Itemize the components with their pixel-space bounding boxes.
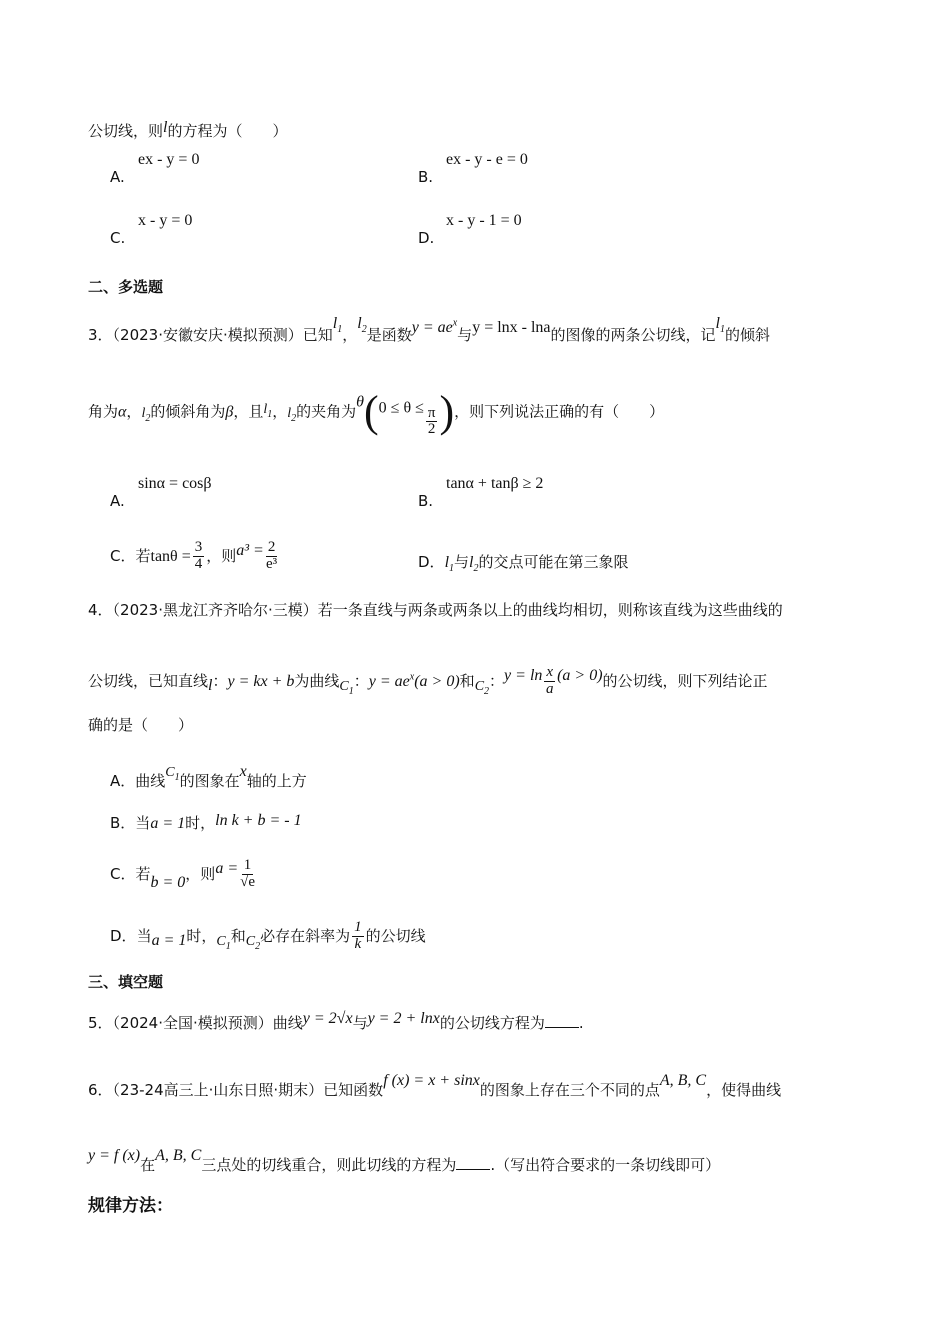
q3-l1c: $l_1$ <box>263 401 273 420</box>
q4-text: 若一条直线与两条或两条以上的曲线均相切，则称该直线为这些曲线的 <box>317 601 783 619</box>
q6-func: f (x) = x + sinx <box>383 1072 480 1089</box>
q4-c1: $C_1$ <box>339 678 354 697</box>
q4-source: （2023·黑龙江齐齐哈尔·三模） <box>112 601 318 619</box>
q3-paren-right: ) <box>439 387 455 436</box>
q6-text: 在 <box>140 1156 156 1174</box>
q5-line <box>88 1009 584 1032</box>
q3-line1 <box>88 314 770 344</box>
q4-text: 公切线，已知直线 <box>88 671 209 690</box>
q3-theta-cond: 0 ≤ θ ≤ <box>378 399 424 417</box>
q6-points: A, B, C <box>659 1072 707 1089</box>
q6-curve: y = f (x) <box>88 1147 141 1164</box>
q2-stem-text: 公切线，则 <box>88 122 164 140</box>
q4-option-b <box>110 811 302 833</box>
q3-option-d-l1: $l_1$ <box>444 554 455 575</box>
q3-text: 的倾斜角为 <box>150 402 226 421</box>
q6-text: ，使得曲线 <box>706 1081 782 1099</box>
q3-text: 与 <box>457 326 473 344</box>
q4-text: 为曲线 <box>294 671 340 690</box>
q2-stem <box>88 118 287 140</box>
q3-option-c-frac1: $\frac{3}{4}$ <box>194 539 203 572</box>
q3-source: （2023·安徽安庆·模拟预测） <box>112 326 303 344</box>
q3-text: ， <box>126 402 142 421</box>
q3-theta: θ <box>356 393 364 411</box>
q4-option-d-text: 时， <box>186 926 217 945</box>
q2-option-a-expr: ex - y = 0 <box>138 151 200 168</box>
q3-text: 的夹角为 <box>296 402 357 421</box>
q3-text: 是函数 <box>366 326 412 344</box>
q4-option-c-aeq: a = <box>215 859 239 877</box>
q5-source: （2024·全国·模拟预测） <box>112 1014 273 1032</box>
q4-option-b-text: 当 <box>135 814 151 832</box>
q4-option-d-text: 和 <box>230 926 246 945</box>
q4-option-c-text: ，则 <box>185 864 216 883</box>
q3-option-d-l2: $l_2$ <box>469 554 479 575</box>
q6-text: 的图象上存在三个不同的点 <box>479 1081 660 1099</box>
q4-func2-cond: (a > 0) <box>557 666 603 684</box>
q4-option-c-cond: b = 0 <box>150 873 186 891</box>
q4-option-d-text: 的公切线 <box>365 926 426 945</box>
q4-line3: 确的是（ ） <box>88 716 194 734</box>
q5-text: 与 <box>352 1014 368 1032</box>
q4-number: 4． <box>88 601 113 619</box>
q4-option-c-label: C． <box>110 864 136 883</box>
q3-func1: $y = ae^x$ <box>411 317 458 336</box>
q3-line2 <box>88 387 665 438</box>
q3-text: ，则下列说法正确的有（ ） <box>454 402 665 421</box>
q2-option-d-label: D. <box>418 229 435 247</box>
q3-option-c-text: 若 <box>135 546 151 565</box>
q2-stem-var: l <box>163 119 168 136</box>
q4-option-d-label: D． <box>110 926 137 945</box>
section-title-fill: 三、填空题 <box>88 973 164 991</box>
q6-answer-blank[interactable] <box>456 1155 490 1170</box>
q6-source: （23-24高三上·山东日照·期末） <box>112 1081 324 1099</box>
q3-alpha: α <box>118 403 127 421</box>
q3-text: ， <box>272 402 288 421</box>
q4-line-l: l <box>208 676 213 694</box>
q3-option-c-text: ，则 <box>206 546 237 565</box>
q4-line-eq: y = kx + b <box>227 672 295 690</box>
q3-text: 的图像的两条公切线，记 <box>550 326 716 344</box>
q4-option-d-c2: $C_2$ <box>245 933 261 952</box>
q3-option-c-a3: a³ = <box>236 541 264 559</box>
q4-option-b-expr: ln k + b = - 1 <box>215 812 302 829</box>
q5-answer-blank[interactable] <box>545 1013 579 1028</box>
q3-option-b-expr: tanα + tanβ ≥ 2 <box>446 475 544 492</box>
q4-option-b-text: 时， <box>185 814 216 832</box>
q3-l1: $l_1$ <box>332 315 343 336</box>
q5-text: 曲线 <box>272 1014 303 1032</box>
q4-text: ： <box>353 671 369 690</box>
q4-option-b-label: B． <box>110 814 136 832</box>
section-title-multi: 二、多选题 <box>88 278 164 296</box>
q2-option-b-label: B. <box>418 168 434 186</box>
q3-number: 3． <box>88 326 113 344</box>
q4-option-a-x: x <box>239 763 247 780</box>
q4-text: ： <box>489 671 505 690</box>
q3-pi-half: $\frac{\pi}{2}$ <box>427 404 436 438</box>
q4-text: 和 <box>459 671 475 690</box>
q4-text: 的公切线，则下列结论正 <box>602 671 768 690</box>
q4-func2-frac: $\frac{x}{a}$ <box>545 664 554 697</box>
q3-option-d <box>418 553 629 575</box>
q2-option-c-label: C. <box>110 229 126 247</box>
q4-line2 <box>88 665 768 698</box>
q4-option-d-text: 必存在斜率为 <box>260 926 351 945</box>
q4-option-c <box>110 858 257 892</box>
q5-func2: y = 2 + lnx <box>367 1010 440 1027</box>
q3-text: 的倾斜 <box>725 326 771 344</box>
q5-func1: y = 2√x <box>302 1010 353 1027</box>
q4-option-c-text: 若 <box>135 864 151 883</box>
q2-option-c-expr: x - y = 0 <box>138 212 193 229</box>
q3-l2: $l_2$ <box>357 315 367 336</box>
q3-text: ，且 <box>233 402 264 421</box>
q6-text: 三点处的切线重合，则此切线的方程为 <box>201 1156 457 1174</box>
q6-text: .（写出符合要求的一条切线即可） <box>490 1156 721 1174</box>
q6-text: 已知函数 <box>323 1081 384 1099</box>
q4-option-d-c1: $C_1$ <box>216 933 231 952</box>
q2-stem-end: 的方程为（ ） <box>167 122 288 140</box>
q3-text: 角为 <box>88 402 119 421</box>
q3-option-c-tan: tanθ = <box>150 547 191 565</box>
q6-line2 <box>88 1146 720 1174</box>
q4-c2: $C_2$ <box>474 678 490 697</box>
q4-option-b-cond: a = 1 <box>150 815 186 832</box>
q3-beta: β <box>225 403 234 421</box>
q3-paren-left: ( <box>364 387 379 436</box>
q3-text: 已知 <box>302 326 333 344</box>
q3-option-d-text: 与 <box>454 553 470 571</box>
q5-text: . <box>578 1014 584 1032</box>
q3-option-a-label: A. <box>110 492 125 510</box>
q4-line1 <box>88 601 783 619</box>
q3-option-a-expr: sinα = cosβ <box>138 475 212 492</box>
q2-option-a-label: A. <box>110 168 125 186</box>
q6-line1 <box>88 1071 781 1099</box>
q4-option-d-text: 当 <box>136 926 152 945</box>
q4-option-a-label: A． <box>110 772 136 790</box>
q4-func1: $y = ae^x(a > 0)$ <box>368 671 460 690</box>
q2-option-b-expr: ex - y - e = 0 <box>446 151 528 168</box>
q4-func2: y = ln <box>504 666 543 684</box>
method-title: 规律方法： <box>88 1196 173 1216</box>
q5-text: 的公切线方程为 <box>439 1014 545 1032</box>
q4-option-d <box>110 920 426 953</box>
q4-text: ： <box>212 671 228 690</box>
q4-option-a <box>110 762 307 790</box>
q2-option-d-expr: x - y - 1 = 0 <box>446 212 522 229</box>
q3-option-c <box>110 540 279 573</box>
q3-option-c-label: C． <box>110 546 136 565</box>
q3-l2c: $l_2$ <box>141 405 151 424</box>
q6-points-2: A, B, C <box>155 1147 202 1164</box>
q4-option-a-text: 的图象在 <box>179 772 240 790</box>
q4-option-d-cond: a = 1 <box>151 931 187 949</box>
q4-option-a-text: 曲线 <box>135 772 166 790</box>
q3-func2: y = lnx - lna <box>472 319 551 336</box>
q3-option-b-label: B. <box>418 492 434 510</box>
q4-option-a-text: 轴的上方 <box>246 772 307 790</box>
q3-option-d-text: 的交点可能在第三象限 <box>478 553 629 571</box>
q3-option-d-label: D． <box>418 553 445 571</box>
q4-option-d-frac: $\frac{1}{k}$ <box>354 919 362 952</box>
q4-option-c-frac: $\frac{1}{√e}$ <box>240 857 255 890</box>
q3-option-c-frac2: $\frac{2}{\text{e³}}$ <box>266 539 278 572</box>
q3-l2d: $l_2$ <box>287 405 297 424</box>
q3-text: ， <box>342 326 358 344</box>
q6-number: 6． <box>88 1081 113 1099</box>
q3-l1b: $l_1$ <box>715 315 725 336</box>
q5-number: 5． <box>88 1014 113 1032</box>
q4-option-a-c1: $C_1$ <box>165 765 180 783</box>
